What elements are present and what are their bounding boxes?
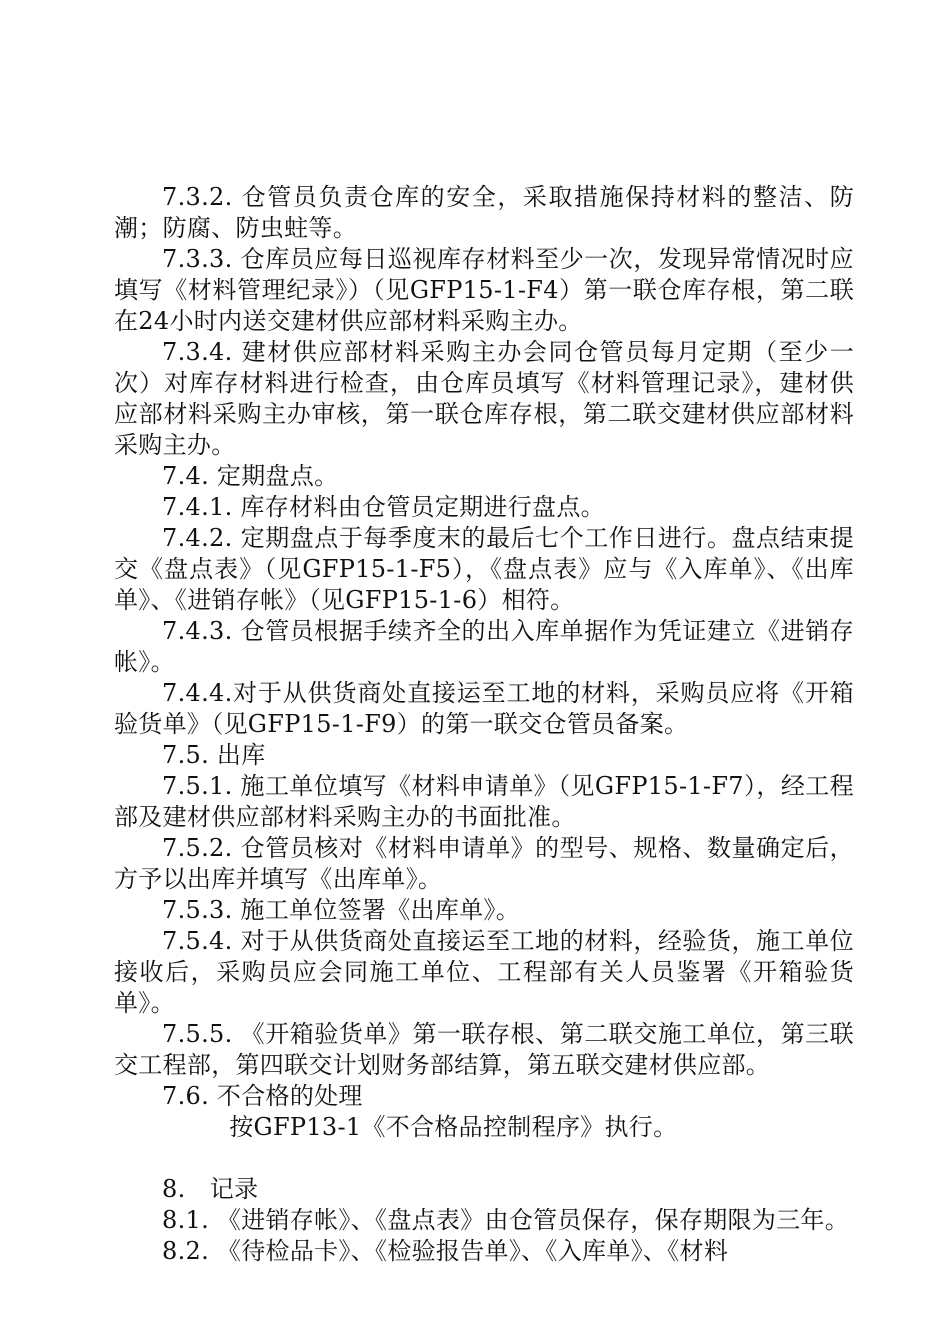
document-body bbox=[114, 182, 854, 1267]
paragraph-7-5-1: 7.5.1. 施工单位填写《材料申请单》（见GFP15-1-F7），经工程部及建材供应部材料采购主办的书面批准。 bbox=[114, 772, 854, 831]
paragraph-7-6-body: 按GFP13-1《不合格品控制程序》执行。 bbox=[229, 1113, 678, 1141]
paragraph-7-3-4: 7.3.4. 建材供应部材料采购主办会同仓管员每月定期（至少一次）对库存材料进行检查，由仓库员填写《材料管理记录》，建材供应部材料采购主办审核，第一联仓库存根，第二联交建材供应部材料采购主办。 bbox=[114, 338, 854, 459]
paragraph-7-5-2: 7.5.2. 仓管员核对《材料申请单》的型号、规格、数量确定后，方予以出库并填写《出库单》。 bbox=[114, 834, 854, 893]
paragraph-7-5-3: 7.5.3. 施工单位签署《出库单》。 bbox=[162, 896, 521, 924]
paragraph-7-5-5: 7.5.5. 《开箱验货单》第一联存根、第二联交施工单位，第三联交工程部，第四联交计划财务部结算，第五联交建材供应部。 bbox=[114, 1020, 854, 1079]
paragraph-7-4-4: 7.4.4.对于从供货商处直接运至工地的材料，采购员应将《开箱验货单》（见GFP15-1-F9）的第一联交仓管员备案。 bbox=[114, 679, 854, 738]
section-heading-7-5: 7.5. 出库 bbox=[162, 741, 266, 769]
section-heading-7-6: 7.6. 不合格的处理 bbox=[162, 1082, 363, 1110]
paragraph-7-3-2: 7.3.2. 仓管员负责仓库的安全，采取措施保持材料的整洁、防潮；防腐、防虫蛀等。 bbox=[114, 183, 854, 242]
paragraph-8-2: 8.2. 《待检品卡》、《检验报告单》、《入库单》、《材料 bbox=[162, 1237, 729, 1265]
paragraph-7-3-3: 7.3.3. 仓库员应每日巡视库存材料至少一次，发现异常情况时应填写《材料管理纪录》）（见GFP15-1-F4）第一联仓库存根，第二联在24小时内送交建材供应部材料采购主办。 bbox=[114, 245, 854, 335]
paragraph-7-4-1: 7.4.1. 库存材料由仓管员定期进行盘点。 bbox=[162, 493, 605, 521]
section-heading-7-4: 7.4. 定期盘点。 bbox=[162, 462, 339, 490]
section-heading-8: 8. 记录 bbox=[162, 1175, 259, 1203]
paragraph-7-5-4: 7.5.4. 对于从供货商处直接运至工地的材料，经验货，施工单位接收后，采购员应会同施工单位、工程部有关人员鉴署《开箱验货单》。 bbox=[114, 927, 854, 1017]
paragraph-7-4-2: 7.4.2. 定期盘点于每季度末的最后七个工作日进行。盘点结束提交《盘点表》（见GFP15-1-F5），《盘点表》应与《入库单》、《出库单》、《进销存帐》（见GFP15-1-6）相符。 bbox=[114, 524, 854, 614]
paragraph-7-4-3: 7.4.3. 仓管员根据手续齐全的出入库单据作为凭证建立《进销存帐》。 bbox=[114, 617, 854, 676]
paragraph-8-1: 8.1. 《进销存帐》、《盘点表》由仓管员保存，保存期限为三年。 bbox=[162, 1206, 850, 1234]
